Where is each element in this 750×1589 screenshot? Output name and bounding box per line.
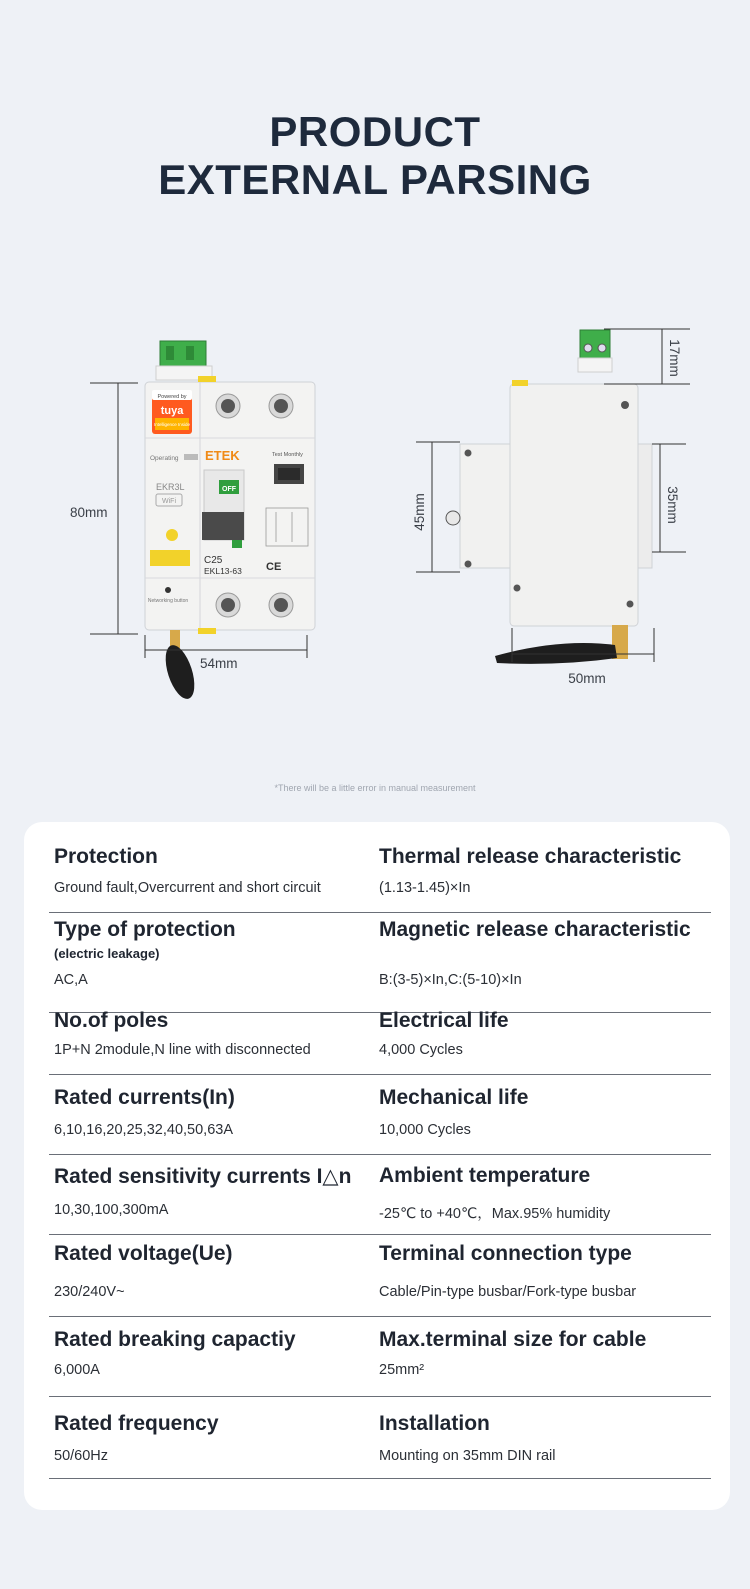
spec-value: Cable/Pin-type busbar/Fork-type busbar [379,1284,637,1300]
spec-label: No.of poles [54,1009,169,1032]
spec-value: 10,000 Cycles [379,1122,471,1138]
side-right-label: 35mm [665,486,680,524]
brand-logo-text: ETEK [205,448,240,463]
spec-value: 6,10,16,20,25,32,40,50,63A [54,1122,233,1138]
product-dimension-figure [0,300,750,740]
spec-label: Thermal release characteristic [379,845,682,868]
measurement-footnote: *There will be a little error in manual measurement [274,783,476,793]
page-title-line-1: PRODUCT [269,108,481,155]
ce-mark-text: CE [266,561,282,573]
badge-powered-text: Powered by [157,394,187,400]
spec-value: 50/60Hz [54,1448,109,1464]
spec-label: Rated breaking capactiy [54,1328,296,1351]
off-indicator-text: OFF [222,486,236,493]
front-width-label: 54mm [200,656,238,671]
spec-row [49,1074,711,1155]
badge-brand-text: tuya [160,405,184,417]
spec-value: 6,000A [54,1362,100,1378]
spec-row [49,1234,711,1317]
spec-value: (1.13-1.45)×In [379,880,471,896]
series-text: EKL13-63 [204,566,242,576]
side-bottom-label: 50mm [568,671,606,686]
spec-label: Rated frequency [54,1412,219,1435]
spec-label: Protection [54,845,158,868]
spec-row [49,912,711,1013]
spec-value: 25mm² [379,1362,425,1378]
badge-tag-text: Intelligence Inside [153,422,191,427]
spec-sublabel: (electric leakage) [54,946,160,961]
networking-button-text: Networking button [147,598,189,604]
spec-row [49,840,711,913]
spec-value: -25℃ to +40℃，Max.95% humidity [379,1206,611,1222]
spec-label: Electrical life [379,1009,509,1032]
spec-value: 10,30,100,300mA [54,1202,169,1218]
wifi-text: WiFi [162,498,176,505]
spec-label: Rated sensitivity currents I△n [54,1165,352,1188]
side-top-label: 17mm [667,339,682,377]
spec-label: Rated currents(In) [54,1086,235,1109]
spec-label: Ambient temperature [379,1164,591,1187]
operating-text: Operating [150,455,179,462]
test-monthly-text: Test Monthly [272,452,303,458]
side-left-label: 45mm [412,493,427,531]
front-height-label: 80mm [70,505,108,520]
page-title-line-2: EXTERNAL PARSING [158,156,592,203]
spec-value: 230/240V~ [54,1284,125,1300]
rating-text: C25 [204,555,223,566]
spec-value: 4,000 Cycles [379,1042,463,1058]
side-view-device [446,330,652,664]
spec-label: Magnetic release characteristic [379,918,691,941]
spec-label: Installation [379,1412,490,1435]
spec-row [49,1316,711,1397]
spec-row [49,1154,711,1235]
spec-label: Rated voltage(Ue) [54,1242,233,1265]
spec-row [49,1009,711,1075]
spec-value: 1P+N 2module,N line with disconnected [54,1042,311,1058]
spec-label: Type of protection [54,918,236,941]
spec-value: AC,A [54,972,88,988]
spec-value: Mounting on 35mm DIN rail [379,1448,556,1464]
spec-label: Mechanical life [379,1086,529,1109]
spec-table-card [24,822,730,1510]
spec-value: Ground fault,Overcurrent and short circuit [54,880,321,896]
spec-row [49,1396,711,1479]
model-tag-text: EKR3L [156,482,185,492]
front-view-device [145,341,315,702]
spec-label: Terminal connection type [379,1242,632,1265]
spec-label: Max.terminal size for cable [379,1328,647,1351]
spec-value: B:(3-5)×In,C:(5-10)×In [379,972,522,988]
